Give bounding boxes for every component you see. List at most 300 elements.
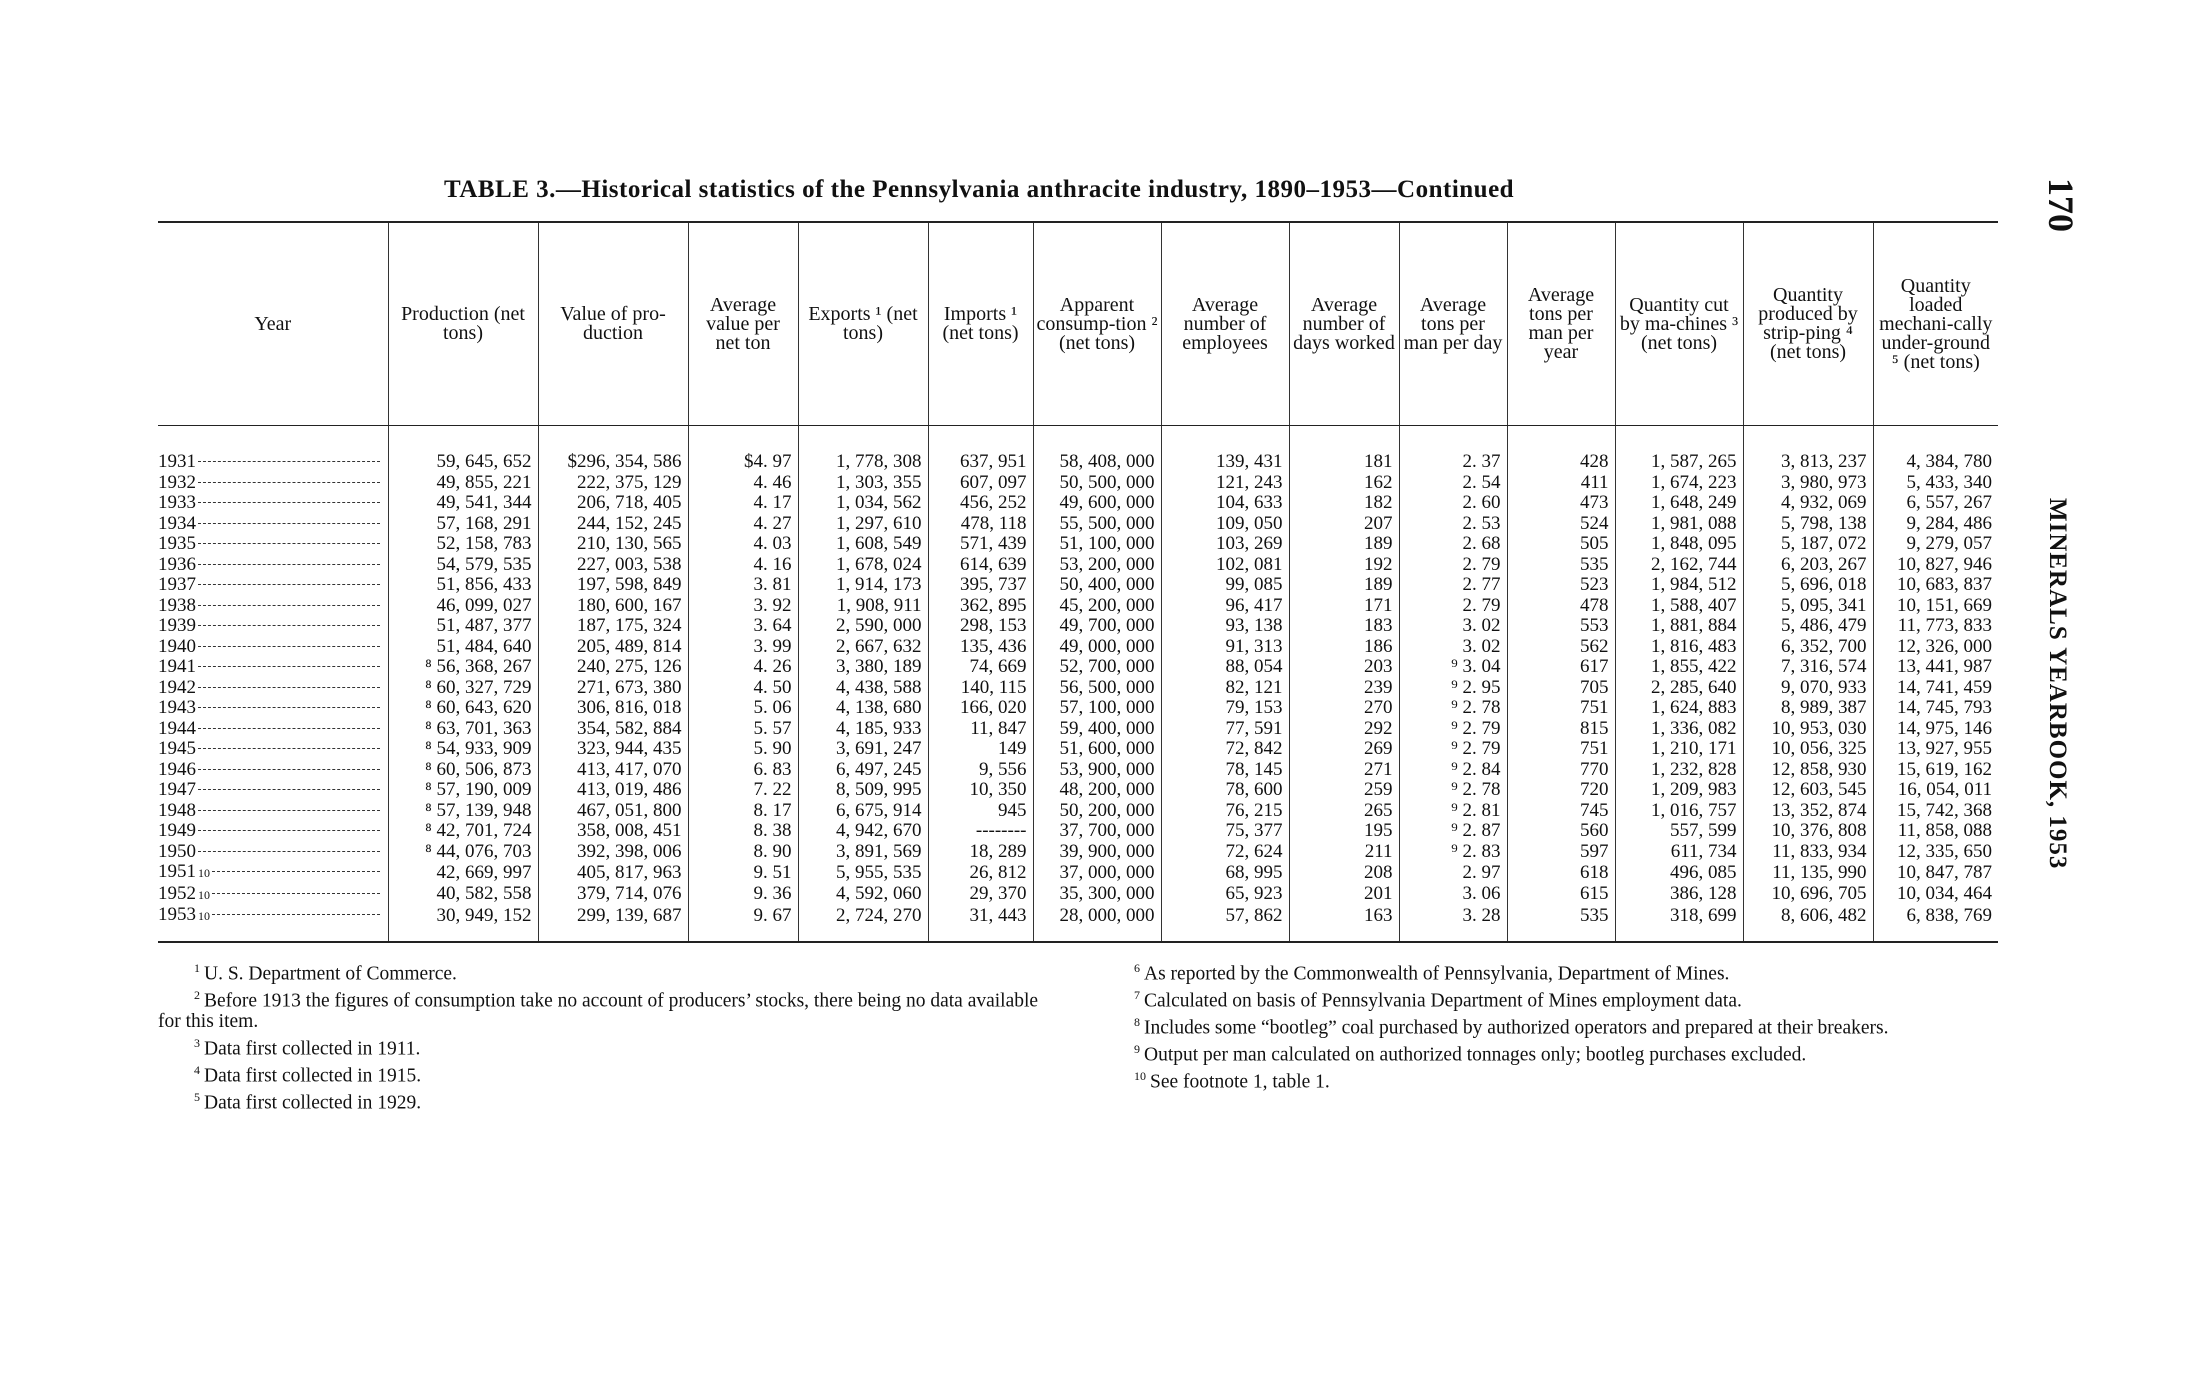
data-cell: 14, 741, 459 (1873, 678, 1998, 699)
dot-leader (198, 748, 380, 749)
data-cell: 56, 500, 000 (1033, 678, 1161, 699)
data-cell: 271 (1289, 760, 1399, 781)
data-cell: 10, 350 (928, 780, 1033, 801)
data-cell: 3. 81 (688, 575, 798, 596)
data-cell: 51, 487, 377 (388, 616, 538, 637)
dot-leader (198, 830, 380, 831)
column-header: Average number of employees (1161, 222, 1289, 426)
year-label: 1936 (158, 554, 196, 575)
data-cell: 14, 975, 146 (1873, 719, 1998, 740)
footnote (1098, 958, 2003, 985)
data-cell: 59, 400, 000 (1033, 719, 1161, 740)
data-cell: 187, 175, 324 (538, 616, 688, 637)
data-cell: 571, 439 (928, 534, 1033, 555)
year-cell (158, 637, 388, 658)
footnote-number: 6 (1134, 961, 1140, 975)
data-cell: 5. 90 (688, 739, 798, 760)
data-cell: 1, 848, 095 (1615, 534, 1743, 555)
data-cell: 473 (1507, 493, 1615, 514)
table-row (158, 493, 1998, 514)
year-label: 1944 (158, 718, 196, 739)
data-cell: 6, 838, 769 (1873, 905, 1998, 942)
footnote-text: See footnote 1, table 1. (1150, 1071, 1330, 1093)
data-cell: 166, 020 (928, 698, 1033, 719)
data-cell: 16, 054, 011 (1873, 780, 1998, 801)
data-cell: 615 (1507, 884, 1615, 906)
dot-leader (212, 893, 380, 894)
data-cell: 3. 28 (1399, 905, 1507, 942)
data-cell: 96, 417 (1161, 596, 1289, 617)
data-cell: 50, 200, 000 (1033, 801, 1161, 822)
footnote (1098, 1039, 2003, 1066)
data-cell: ⁹ 2. 79 (1399, 739, 1507, 760)
year-cell (158, 801, 388, 822)
data-cell: $4. 97 (688, 426, 798, 473)
statistics-table (158, 221, 1998, 943)
data-cell: 10, 376, 808 (1743, 821, 1873, 842)
footnote-text: Before 1913 the figures of consumption take no account of producers’ stocks, there being no data available for this item. (158, 990, 1039, 1032)
footnote-text: Calculated on basis of Pennsylvania Department of Mines employment data. (1144, 990, 1742, 1012)
dot-leader (198, 461, 380, 462)
data-cell: ⁸ 57, 139, 948 (388, 801, 538, 822)
data-cell: 227, 003, 538 (538, 555, 688, 576)
data-cell: 207 (1289, 514, 1399, 535)
data-cell: 1, 034, 562 (798, 493, 928, 514)
column-header: Average number of days worked (1289, 222, 1399, 426)
data-cell: 12, 858, 930 (1743, 760, 1873, 781)
data-cell: ⁸ 60, 327, 729 (388, 678, 538, 699)
header-row (158, 222, 1998, 426)
data-cell: 3. 64 (688, 616, 798, 637)
column-header: Quantity produced by strip-ping ⁴ (net tons) (1743, 222, 1873, 426)
page-number: 170 (2041, 178, 2081, 232)
data-cell: 6. 83 (688, 760, 798, 781)
footnote-number: 2 (194, 988, 200, 1002)
data-cell: 614, 639 (928, 555, 1033, 576)
data-cell: 9, 279, 057 (1873, 534, 1998, 555)
year-cell (158, 780, 388, 801)
data-cell: ⁹ 2. 78 (1399, 780, 1507, 801)
dot-leader (198, 543, 380, 544)
data-cell: 210, 130, 565 (538, 534, 688, 555)
dot-leader (198, 728, 380, 729)
data-cell: 535 (1507, 555, 1615, 576)
table-row (158, 596, 1998, 617)
data-cell: ⁸ 63, 701, 363 (388, 719, 538, 740)
data-cell: 1, 588, 407 (1615, 596, 1743, 617)
data-cell: 2. 77 (1399, 575, 1507, 596)
data-cell: 306, 816, 018 (538, 698, 688, 719)
data-cell: 3, 380, 189 (798, 657, 928, 678)
data-cell: ⁹ 3. 04 (1399, 657, 1507, 678)
data-cell: 4. 17 (688, 493, 798, 514)
year-cell (158, 884, 388, 906)
data-cell: 239 (1289, 678, 1399, 699)
statistics-table-container (158, 221, 1998, 943)
data-cell: 10, 683, 837 (1873, 575, 1998, 596)
data-cell: 8. 90 (688, 842, 798, 863)
data-cell: 323, 944, 435 (538, 739, 688, 760)
data-cell: 140, 115 (928, 678, 1033, 699)
data-cell: 52, 700, 000 (1033, 657, 1161, 678)
footnote (158, 985, 1058, 1033)
data-cell: 49, 600, 000 (1033, 493, 1161, 514)
year-cell (158, 698, 388, 719)
data-cell: 5, 696, 018 (1743, 575, 1873, 596)
data-cell: 240, 275, 126 (538, 657, 688, 678)
table-row (158, 698, 1998, 719)
data-cell: 51, 484, 640 (388, 637, 538, 658)
data-cell: 49, 000, 000 (1033, 637, 1161, 658)
year-label: 1946 (158, 759, 196, 780)
data-cell: 271, 673, 380 (538, 678, 688, 699)
year-cell (158, 534, 388, 555)
data-cell: 405, 817, 963 (538, 862, 688, 884)
data-cell: 102, 081 (1161, 555, 1289, 576)
data-cell: 637, 951 (928, 426, 1033, 473)
data-cell: 505 (1507, 534, 1615, 555)
year-label: 1941 (158, 657, 196, 677)
year-cell (158, 657, 388, 678)
footnote-text: Data first collected in 1911. (204, 1038, 421, 1059)
data-cell: 103, 269 (1161, 534, 1289, 555)
data-cell: 1, 778, 308 (798, 426, 928, 473)
data-cell: 8. 38 (688, 821, 798, 842)
data-cell: 560 (1507, 821, 1615, 842)
table-row (158, 534, 1998, 555)
data-cell: 379, 714, 076 (538, 884, 688, 906)
data-cell: 51, 856, 433 (388, 575, 538, 596)
data-cell: 4, 438, 588 (798, 678, 928, 699)
year-label: 1950 (158, 841, 196, 862)
data-cell: 618 (1507, 862, 1615, 884)
data-cell: 149 (928, 739, 1033, 760)
data-cell: 99, 085 (1161, 575, 1289, 596)
data-cell: 8, 989, 387 (1743, 698, 1873, 719)
data-cell: 6, 557, 267 (1873, 493, 1998, 514)
data-cell: 1, 209, 983 (1615, 780, 1743, 801)
data-cell: 45, 200, 000 (1033, 596, 1161, 617)
data-cell: 8. 17 (688, 801, 798, 822)
data-cell: 65, 923 (1161, 884, 1289, 906)
column-header: Average tons per man per year (1507, 222, 1615, 426)
data-cell: 29, 370 (928, 884, 1033, 906)
dot-leader (198, 769, 380, 770)
footnote-number: 4 (194, 1062, 200, 1077)
data-cell: 48, 200, 000 (1033, 780, 1161, 801)
data-cell: 4, 138, 680 (798, 698, 928, 719)
data-cell: 39, 900, 000 (1033, 842, 1161, 863)
data-cell: 1, 624, 883 (1615, 698, 1743, 719)
footnote-number: 9 (1134, 1042, 1140, 1056)
data-cell: 75, 377 (1161, 821, 1289, 842)
data-cell: 9, 556 (928, 760, 1033, 781)
data-cell: 40, 582, 558 (388, 884, 538, 906)
data-cell: 13, 441, 987 (1873, 657, 1998, 678)
footnote-text: As reported by the Commonwealth of Pennsylvania, Department of Mines. (1144, 963, 1730, 985)
data-cell: 1, 648, 249 (1615, 493, 1743, 514)
dot-leader (212, 914, 380, 915)
year-cell (158, 678, 388, 699)
data-cell: 10, 056, 325 (1743, 739, 1873, 760)
data-cell: 4. 26 (688, 657, 798, 678)
data-cell: 705 (1507, 678, 1615, 699)
year-label: 1942 (158, 677, 196, 698)
data-cell: 6, 675, 914 (798, 801, 928, 822)
data-cell: 13, 352, 874 (1743, 801, 1873, 822)
footnote (158, 1033, 1058, 1060)
data-cell: 12, 335, 650 (1873, 842, 1998, 863)
data-cell: 4, 384, 780 (1873, 426, 1998, 473)
data-cell: 104, 633 (1161, 493, 1289, 514)
data-cell: 205, 489, 814 (538, 637, 688, 658)
data-cell: 91, 313 (1161, 637, 1289, 658)
column-header: Quantity cut by ma-chines ³ (net tons) (1615, 222, 1743, 426)
data-cell: 5, 955, 535 (798, 862, 928, 884)
data-cell: 413, 417, 070 (538, 760, 688, 781)
table-row (158, 739, 1998, 760)
footnote-number: 3 (194, 1035, 200, 1050)
data-cell: 13, 927, 955 (1873, 739, 1998, 760)
data-cell: 1, 678, 024 (798, 555, 928, 576)
data-cell: 74, 669 (928, 657, 1033, 678)
dot-leader (198, 584, 380, 585)
data-cell: 10, 034, 464 (1873, 884, 1998, 906)
data-cell: 51, 600, 000 (1033, 739, 1161, 760)
data-cell: 59, 645, 652 (388, 426, 538, 473)
data-cell: 78, 600 (1161, 780, 1289, 801)
year-label: 1939 (158, 616, 196, 636)
data-cell: 9, 284, 486 (1873, 514, 1998, 535)
data-cell: 192 (1289, 555, 1399, 576)
data-cell: 9. 51 (688, 862, 798, 884)
footnote-text: Data first collected in 1929. (204, 1092, 422, 1113)
data-cell: 53, 900, 000 (1033, 760, 1161, 781)
data-cell: 10, 696, 705 (1743, 884, 1873, 906)
data-cell: 5, 095, 341 (1743, 596, 1873, 617)
footnotes-right (1098, 958, 2003, 1093)
data-cell: 197, 598, 849 (538, 575, 688, 596)
table-row (158, 780, 1998, 801)
data-cell: 751 (1507, 739, 1615, 760)
data-cell: 3. 92 (688, 596, 798, 617)
data-cell: 1, 016, 757 (1615, 801, 1743, 822)
data-cell: 358, 008, 451 (538, 821, 688, 842)
data-cell: 1, 914, 173 (798, 575, 928, 596)
data-cell: 46, 099, 027 (388, 596, 538, 617)
data-cell: ⁹ 2. 87 (1399, 821, 1507, 842)
data-cell: 318, 699 (1615, 905, 1743, 942)
dot-leader (198, 789, 380, 790)
data-cell: 2, 162, 744 (1615, 555, 1743, 576)
year-label: 1932 (158, 472, 196, 493)
year-label: 1949 (158, 821, 196, 841)
data-cell: 53, 200, 000 (1033, 555, 1161, 576)
data-cell: 211 (1289, 842, 1399, 863)
data-cell: 79, 153 (1161, 698, 1289, 719)
year-cell (158, 739, 388, 760)
data-cell: 4, 932, 069 (1743, 493, 1873, 514)
data-cell: 57, 168, 291 (388, 514, 538, 535)
footnote-number: 5 (194, 1089, 200, 1104)
data-cell: 2. 54 (1399, 473, 1507, 494)
year-label: 1953 (158, 905, 196, 925)
data-cell: 9. 36 (688, 884, 798, 906)
data-cell: 88, 054 (1161, 657, 1289, 678)
data-cell: 6, 497, 245 (798, 760, 928, 781)
data-cell: 259 (1289, 780, 1399, 801)
data-cell: 535 (1507, 905, 1615, 942)
year-label: 1948 (158, 800, 196, 821)
data-cell: ⁸ 60, 643, 620 (388, 698, 538, 719)
data-cell: 11, 135, 990 (1743, 862, 1873, 884)
data-cell: 171 (1289, 596, 1399, 617)
data-cell: 2. 97 (1399, 862, 1507, 884)
dot-leader (198, 523, 380, 524)
data-cell: 745 (1507, 801, 1615, 822)
data-cell: 3, 980, 973 (1743, 473, 1873, 494)
year-cell (158, 473, 388, 494)
data-cell: 562 (1507, 637, 1615, 658)
year-label: 1951 (158, 862, 196, 882)
data-cell: 1, 981, 088 (1615, 514, 1743, 535)
table-row (158, 426, 1998, 473)
data-cell: 4, 942, 670 (798, 821, 928, 842)
data-cell: 395, 737 (928, 575, 1033, 596)
dot-leader (198, 482, 380, 483)
data-cell: 2. 79 (1399, 555, 1507, 576)
footnote (1098, 1066, 2003, 1093)
data-cell: 5. 57 (688, 719, 798, 740)
data-cell: 222, 375, 129 (538, 473, 688, 494)
data-cell: 3. 02 (1399, 637, 1507, 658)
dot-leader (198, 605, 380, 606)
year-cell (158, 760, 388, 781)
data-cell: 6, 352, 700 (1743, 637, 1873, 658)
data-cell: 5. 06 (688, 698, 798, 719)
table-row (158, 821, 1998, 842)
data-cell: 456, 252 (928, 493, 1033, 514)
column-header: Apparent consump-tion ² (net tons) (1033, 222, 1161, 426)
data-cell: 4, 185, 933 (798, 719, 928, 740)
data-cell: 8, 509, 995 (798, 780, 928, 801)
data-cell: 4, 592, 060 (798, 884, 928, 906)
running-head: MINERALS YEARBOOK, 1953 (2044, 498, 2071, 870)
data-cell: 4. 16 (688, 555, 798, 576)
data-cell: 4. 46 (688, 473, 798, 494)
year-cell (158, 905, 388, 942)
data-cell: 2. 60 (1399, 493, 1507, 514)
footnote-text: Includes some “bootleg” coal purchased by authorized operators and prepared at their breakers. (1144, 1017, 1889, 1039)
data-cell: 186 (1289, 637, 1399, 658)
data-cell: 1, 587, 265 (1615, 426, 1743, 473)
column-header: Year (158, 222, 388, 426)
year-cell (158, 596, 388, 617)
data-cell: 1, 297, 610 (798, 514, 928, 535)
data-cell: 1, 336, 082 (1615, 719, 1743, 740)
data-cell: 76, 215 (1161, 801, 1289, 822)
data-cell: ⁹ 2. 81 (1399, 801, 1507, 822)
table-row (158, 575, 1998, 596)
data-cell: 496, 085 (1615, 862, 1743, 884)
table-row (158, 616, 1998, 637)
data-cell: 1, 855, 422 (1615, 657, 1743, 678)
year-label: 1943 (158, 698, 196, 718)
data-cell: 189 (1289, 575, 1399, 596)
year-label: 1934 (158, 513, 196, 534)
data-cell: 299, 139, 687 (538, 905, 688, 942)
year-cell (158, 426, 388, 473)
data-cell: 617 (1507, 657, 1615, 678)
year-footnote-ref: 10 (198, 887, 210, 902)
column-header: Average tons per man per day (1399, 222, 1507, 426)
year-cell (158, 493, 388, 514)
data-cell: 180, 600, 167 (538, 596, 688, 617)
data-cell: 1, 984, 512 (1615, 575, 1743, 596)
data-cell: 9. 67 (688, 905, 798, 942)
column-header: Production (net tons) (388, 222, 538, 426)
data-cell: 1, 303, 355 (798, 473, 928, 494)
dot-leader (198, 707, 380, 708)
data-cell: 362, 895 (928, 596, 1033, 617)
data-cell: 2, 590, 000 (798, 616, 928, 637)
table-row (158, 719, 1998, 740)
data-cell: 42, 669, 997 (388, 862, 538, 884)
data-cell: 4. 27 (688, 514, 798, 535)
data-cell: 181 (1289, 426, 1399, 473)
footnote-number: 7 (1134, 988, 1140, 1002)
data-cell: 265 (1289, 801, 1399, 822)
column-header: Quantity loaded mechani-cally under-ground ⁵ (net tons) (1873, 222, 1998, 426)
table-row (158, 842, 1998, 863)
table-row (158, 884, 1998, 906)
dot-leader (198, 502, 380, 503)
data-cell: 72, 842 (1161, 739, 1289, 760)
data-cell: 12, 326, 000 (1873, 637, 1998, 658)
data-cell: 298, 153 (928, 616, 1033, 637)
data-cell: 413, 019, 486 (538, 780, 688, 801)
data-cell: 7, 316, 574 (1743, 657, 1873, 678)
table-row (158, 801, 1998, 822)
data-cell: 1, 881, 884 (1615, 616, 1743, 637)
data-cell: 51, 100, 000 (1033, 534, 1161, 555)
data-cell: 135, 436 (928, 637, 1033, 658)
data-cell: 9, 070, 933 (1743, 678, 1873, 699)
year-label: 1940 (158, 636, 196, 657)
year-label: 1947 (158, 780, 196, 800)
year-label: 1938 (158, 595, 196, 616)
data-cell: ⁹ 2. 95 (1399, 678, 1507, 699)
column-header: Imports ¹ (net tons) (928, 222, 1033, 426)
data-cell: 12, 603, 545 (1743, 780, 1873, 801)
data-cell: 1, 674, 223 (1615, 473, 1743, 494)
table-row (158, 657, 1998, 678)
data-cell: 2. 79 (1399, 596, 1507, 617)
dot-leader (198, 666, 380, 667)
data-cell: 121, 243 (1161, 473, 1289, 494)
data-cell: 386, 128 (1615, 884, 1743, 906)
dot-leader (198, 851, 380, 852)
data-cell: 5, 486, 479 (1743, 616, 1873, 637)
data-cell: 37, 700, 000 (1033, 821, 1161, 842)
data-cell: 37, 000, 000 (1033, 862, 1161, 884)
data-cell: 720 (1507, 780, 1615, 801)
data-cell: ⁸ 54, 933, 909 (388, 739, 538, 760)
data-cell: 162 (1289, 473, 1399, 494)
data-cell: 57, 100, 000 (1033, 698, 1161, 719)
table-row (158, 905, 1998, 942)
data-cell: 31, 443 (928, 905, 1033, 942)
